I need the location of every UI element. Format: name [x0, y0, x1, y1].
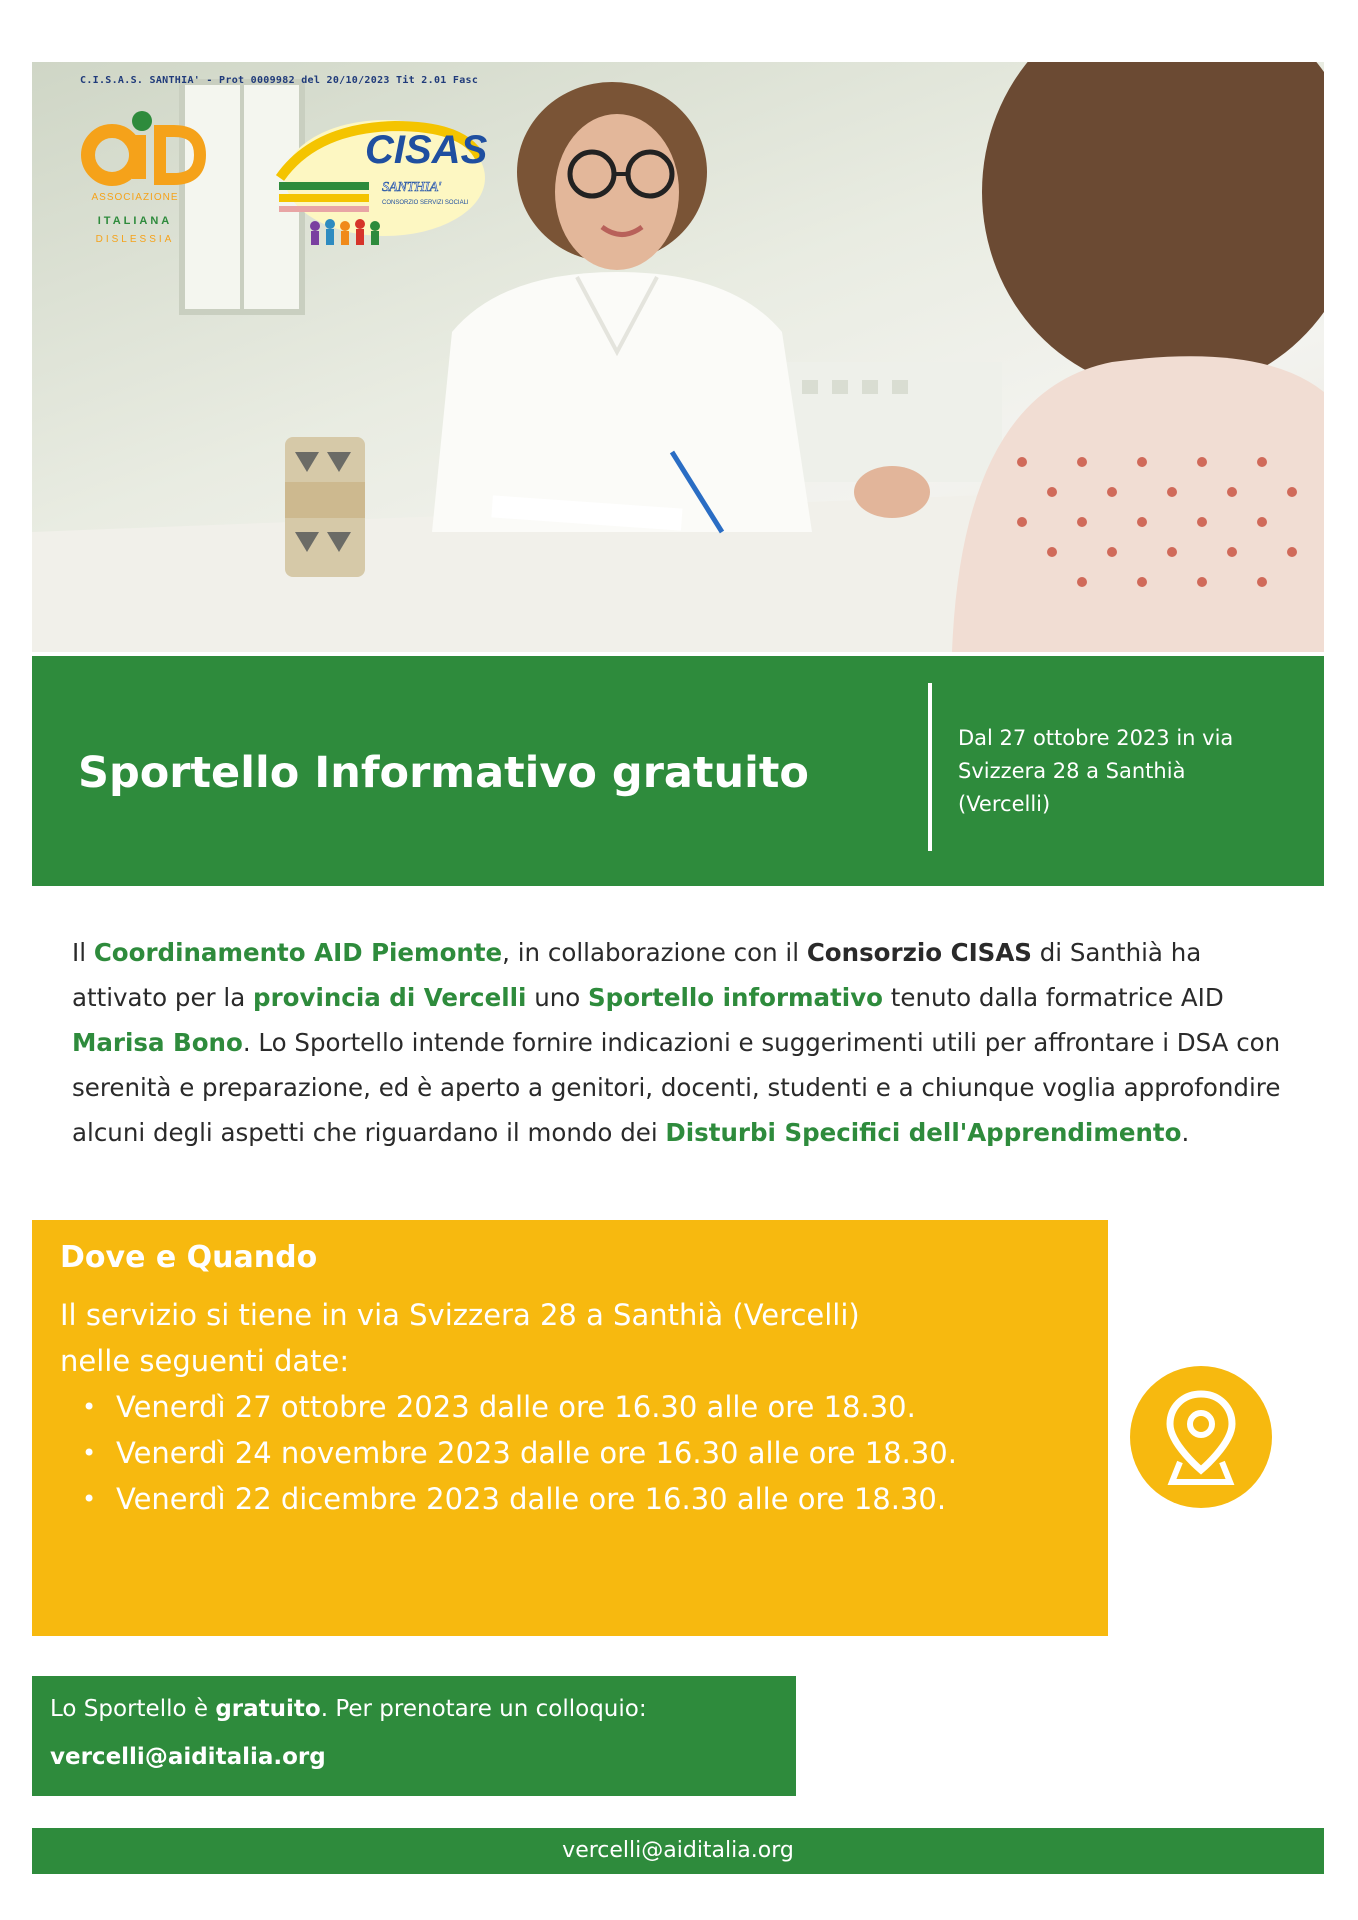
- intro-text: di Santhià ha attivato per la: [72, 938, 1202, 1012]
- intro-text: , in collaborazione con il: [502, 938, 807, 967]
- date-item: [60, 1430, 1020, 1476]
- band-divider: [928, 683, 932, 851]
- intro-highlight: Coordinamento AID Piemonte: [93, 938, 503, 967]
- band-when-line1: Dal 27 ottobre 2023 in via: [958, 726, 1234, 750]
- intro-highlight: Sportello informativo: [588, 983, 884, 1012]
- date-text: Venerdì 22 dicembre 2023 dalle ore 16.30 alle ore 18.30.: [116, 1482, 947, 1516]
- where-when-line1: Il servizio si tiene in via Svizzera 28 a Santhià (Vercelli): [60, 1298, 860, 1332]
- bullet: •: [82, 1393, 97, 1421]
- page-title: Sportello Informativo gratuito: [78, 748, 809, 798]
- hero-photo: [32, 62, 1324, 652]
- map-pin-badge: [1130, 1366, 1272, 1508]
- intro-text: Il: [72, 938, 94, 967]
- booking-box: [32, 1676, 796, 1796]
- cisas-logo-tagline: CONSORZIO SERVIZI SOCIALI: [382, 200, 469, 206]
- cisas-logo-title: CISAS: [365, 128, 488, 172]
- booking-text-bold: gratuito: [215, 1696, 321, 1722]
- booking-text-end: . Per prenotare un colloquio:: [320, 1696, 647, 1722]
- bullet: •: [82, 1439, 97, 1467]
- booking-email-link[interactable]: vercelli@aiditalia.org: [50, 1744, 326, 1770]
- booking-text-start: Lo Sportello è: [50, 1696, 216, 1722]
- intro-highlight: provincia di Vercelli: [253, 983, 527, 1012]
- date-item: [60, 1384, 1020, 1430]
- bullet: •: [82, 1485, 97, 1513]
- intro-text: .: [1181, 1118, 1190, 1147]
- intro-text: . Lo Sportello intende fornire indicazioni e suggerimenti utili per affrontare i DSA con serenità e preparazione, ed è aperto a genitori, docenti, studenti e a chiunque voglia approfondire alcuni degli aspetti che riguardano il mondo dei: [72, 1028, 1281, 1147]
- cisas-logo-subtitle: SANTHIA': [382, 180, 441, 195]
- band-when-line2: Svizzera 28 a Santhià: [958, 759, 1186, 783]
- booking-text: [50, 1696, 647, 1722]
- date-text: Venerdì 24 novembre 2023 dalle ore 16.30 alle ore 18.30.: [116, 1436, 957, 1470]
- where-when-line2: nelle seguenti date:: [60, 1344, 350, 1378]
- intro-highlight: Marisa Bono: [72, 1028, 243, 1057]
- date-text: Venerdì 27 ottobre 2023 dalle ore 16.30 alle ore 18.30.: [116, 1390, 916, 1424]
- band-start-info: [958, 722, 1298, 821]
- where-when-title: Dove e Quando: [60, 1240, 318, 1275]
- protocol-stamp: C.I.S.A.S. SANTHIA' - Prot 0009982 del 20/10/2023 Tit 2.01 Fasc: [80, 75, 479, 86]
- where-when-intro: [60, 1292, 1040, 1384]
- map-pin-icon: [1130, 1366, 1272, 1508]
- band-when-line3: (Vercelli): [958, 792, 1051, 816]
- intro-highlight: Disturbi Specifici dell'Apprendimento: [665, 1118, 1182, 1147]
- footer-email-link[interactable]: vercelli@aiditalia.org: [32, 1828, 1324, 1874]
- intro-text: uno: [526, 983, 589, 1012]
- aid-logo-line3: DISLESSIA: [95, 234, 175, 245]
- intro-text: tenuto dalla formatrice AID: [883, 983, 1224, 1012]
- intro-paragraph: [72, 930, 1302, 1155]
- intro-highlight: Consorzio CISAS: [806, 938, 1032, 967]
- aid-logo: [78, 105, 208, 255]
- aid-logo-line2: ITALIANA: [97, 215, 173, 227]
- dates-list: [60, 1384, 1020, 1522]
- date-item: [60, 1476, 1020, 1522]
- aid-logo-line1: ASSOCIAZIONE: [91, 192, 179, 203]
- consultation-illustration: [32, 62, 1324, 652]
